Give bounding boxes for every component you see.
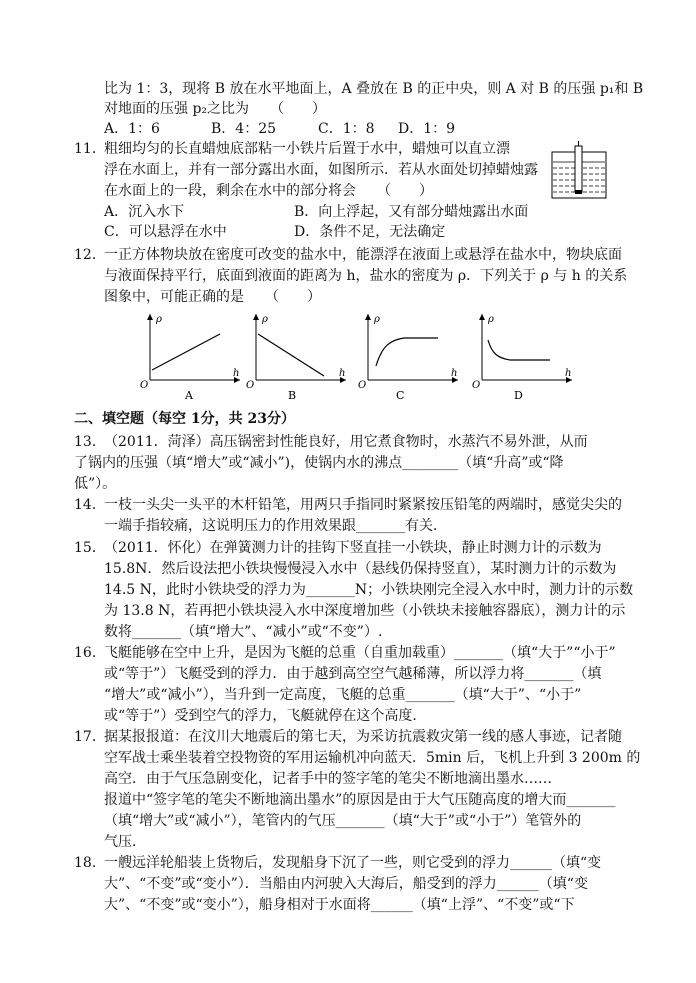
q16-line-4: 或“等于”）受到空气的浮力，飞艇就停在这个高度．	[104, 708, 427, 724]
q11-line-2: 浮在水面上，并有一部分露出水面，如图所示．若从水面处切掉蜡烛露	[104, 162, 538, 178]
q17-line-1: 据某报报道：在汶川大地震后的第七天，为采访抗震救灾第一线的感人事迹，记者随	[104, 729, 622, 745]
graph-c-y-label: ρ	[374, 314, 380, 325]
q11-line-3: 在水面上的一段，剩余在水中的部分将会 （ ）	[104, 183, 433, 199]
q11-line-1: 粗细均匀的长直蜡烛底部粘一小铁片后置于水中，蜡烛可以直立漂	[104, 141, 510, 157]
q15-line-1: （2011．怀化）在弹簧测力计的挂钩下竖直挂一小铁块，静止时测力计的示数为	[104, 540, 602, 556]
graph-c-origin: O	[358, 380, 367, 391]
q18-line-3: 大”、“不变”或“变小”），船身相对于水面将______（填“上浮”、“不变”或“下	[104, 897, 575, 913]
graph-a-label: A	[185, 389, 193, 402]
graph-a	[138, 310, 244, 402]
q17-line-5: （填“增大”或“减小”），笔管内的气压_______（填“大于”或“小于”）笔管外的	[104, 813, 582, 829]
graph-b-x-label: h	[339, 368, 346, 379]
q16-line-1: 飞艇能够在空中上升，是因为飞艇的总重（自重加载重）_______（填“大于”“小于”	[104, 645, 616, 661]
q17-line-4: 报道中“签字笔的笔尖不断地滴出墨水”的原因是由于大气压随高度的增大而_______	[104, 792, 616, 808]
graph-b-label: B	[288, 389, 297, 402]
graph-d-label: D	[514, 389, 523, 402]
q18-number: 18．	[74, 855, 106, 871]
q13-line-1: （2011．菏泽）高压锅密封性能良好，用它煮食物时，水蒸汽不易外泄，从而	[104, 434, 588, 450]
graph-d	[470, 310, 576, 402]
q14-number: 14．	[74, 497, 106, 513]
q10-option-b: B．4：25	[211, 121, 277, 137]
q17-number: 17．	[74, 729, 106, 745]
graph-c-x-label: h	[451, 368, 458, 379]
graph-b-y-label: ρ	[262, 314, 268, 325]
section-title: 二、填空题（每空 1分，共 23分）	[74, 411, 295, 427]
q12-number: 12．	[74, 247, 106, 263]
q11-option-a: A．沉入水下	[104, 204, 185, 220]
graph-c	[356, 310, 462, 402]
q10-option-d: D．1：9	[398, 121, 456, 137]
q15-line-5: 数将_______（填“增大”、“减小”或“不变”）.	[104, 624, 383, 640]
q10-line-2: 对地面的压强 p₂之比为 （ ）	[104, 101, 327, 117]
q13-number: 13．	[74, 434, 106, 450]
q10-option-a: A．1：6	[104, 121, 160, 137]
q17-line-3: 高空．由于气压急剧变化，记者手中的签字笔的笔尖不断地滴出墨水……	[104, 771, 552, 787]
q11-option-c: C．可以悬浮在水中	[104, 224, 227, 240]
q10-option-c: C．1：8	[318, 121, 375, 137]
q11-number: 11．	[74, 141, 106, 157]
q15-line-4: 为 13.8 N，若再把小铁块浸入水中深度增加些（小铁块未接触容器底），测力计的示	[104, 603, 626, 619]
graph-a-x-label: h	[233, 368, 240, 379]
q17-line-2: 空军战士乘坐装着空投物资的军用运输机冲向蓝天．5min 后，飞机上升到 3 200m 的	[104, 750, 641, 766]
graph-b-origin: O	[246, 380, 255, 391]
q18-line-2: 大”、“不变”或“变小”）．当船由内河驶入大海后，船受到的浮力______（填“变	[104, 876, 588, 892]
graph-b	[244, 310, 350, 402]
q17-line-6: 气压．	[104, 834, 146, 850]
q15-number: 15．	[74, 540, 106, 556]
graph-c-label: C	[396, 389, 405, 402]
graph-d-y-label: ρ	[488, 314, 494, 325]
q14-line-1: 一枝一头尖一头平的木杆铅笔，用两只手指同时紧紧按压铅笔的两端时，感觉尖尖的	[104, 497, 622, 513]
q14-line-2: 一端手指较痛，这说明压力的作用效果跟_______有关．	[104, 518, 447, 534]
graph-a-origin: O	[140, 380, 149, 391]
candle-in-water-figure	[548, 140, 610, 202]
q15-line-2: 15.8N．然后设法把小铁块慢慢浸入水中（悬线仍保持竖直），某时测力计的示数为	[104, 561, 617, 577]
graph-d-x-label: h	[565, 368, 572, 379]
q18-line-1: 一艘远洋轮船装上货物后，发现船身下沉了一些，则它受到的浮力______（填“变	[104, 855, 602, 871]
q15-line-3: 14.5 N，此时小铁块受的浮力为_______N；小铁块刚完全浸入水中时，测力计的示数	[104, 582, 634, 598]
q13-line-2: 了锅内的压强（填“增大”或“减小”)，使锅内水的沸点________（填“升高”或“降	[74, 455, 564, 471]
q16-line-3: “增大”或“减小”），当升到一定高度，飞艇的总重_______（填“大于”、“小于”	[104, 687, 582, 703]
q16-number: 16．	[74, 645, 106, 661]
q11-option-d: D．条件不足，无法确定	[294, 224, 446, 240]
q11-option-b: B．向上浮起，又有部分蜡烛露出水面	[294, 204, 529, 220]
q12-line-3: 图象中，可能正确的是 （ ）	[104, 289, 321, 305]
q16-line-2: 或“等于”）飞艇受到的浮力．由于越到高空空气越稀薄，所以浮力将_______（填	[104, 666, 602, 682]
q10-line-1: 比为 1：3，现将 B 放在水平地面上，A 叠放在 B 的正中央，则 A 对 B 的压强 p₁和 B	[104, 81, 644, 97]
q13-line-3: 低”）。	[74, 476, 117, 492]
q12-line-2: 与液面保持平行，底面到液面的距离为 h，盐水的密度为 ρ．下列关于 ρ 与 h 的关系	[104, 268, 628, 284]
q12-line-1: 一正方体物块放在密度可改变的盐水中，能漂浮在液面上或悬浮在盐水中，物块底面	[104, 247, 622, 263]
graph-d-origin: O	[472, 380, 481, 391]
graph-a-y-label: ρ	[156, 314, 162, 325]
